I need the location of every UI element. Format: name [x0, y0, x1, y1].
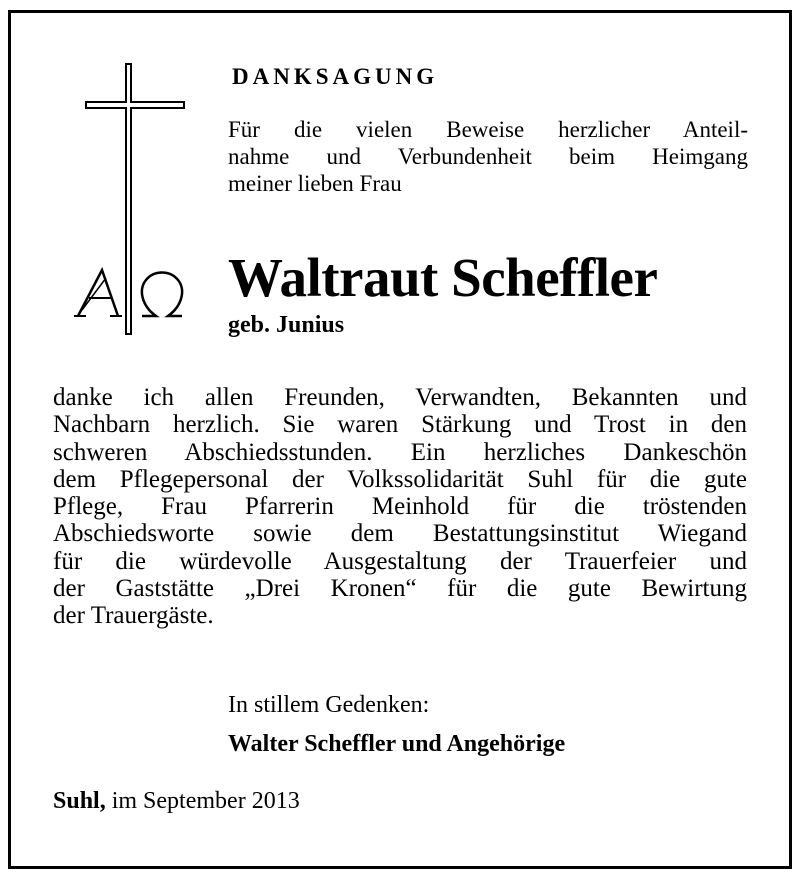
deceased-name: Waltraut Scheffler: [228, 247, 658, 308]
place-date: [53, 788, 300, 815]
intro-line: meiner lieben Frau: [228, 171, 402, 196]
intro-line: nahme und Verbundenheit beim Heimgang: [228, 144, 748, 169]
body-line: dem Pflegepersonal der Volkssolidarität Suhl für die gute: [53, 465, 747, 493]
body-line: danke ich allen Freunden, Verwandten, Bekannten und: [53, 384, 747, 411]
notice-title: DANKSAGUNG: [232, 64, 439, 89]
maiden-name: geb. Junius: [228, 312, 345, 338]
cross-alpha-omega-icon: [72, 62, 202, 342]
body-line: Pflege, Frau Pfarrerin Meinhold für die tröstenden: [53, 493, 747, 521]
signers: Walter Scheffler und Angehörige: [228, 731, 566, 757]
body-line: Nachbarn herzlich. Sie waren Stärkung und Trost in den: [53, 411, 747, 439]
body-line: schweren Abschiedsstunden. Ein herzliches Dankeschön: [53, 438, 747, 466]
place: Suhl,: [53, 788, 106, 814]
intro-line: Für die vielen Beweise herzlicher Anteil-: [228, 117, 748, 142]
date: im September 2013: [111, 788, 300, 814]
memory-line: In stillem Gedenken:: [228, 692, 430, 718]
body-text: [53, 384, 747, 630]
body-line: Abschiedsworte sowie dem Bestattungsinstitut Wiegand: [53, 520, 747, 548]
body-line: der Trauergäste.: [53, 602, 214, 630]
body-line: für die würdevolle Ausgestaltung der Trauerfeier und: [53, 547, 747, 575]
body-line: der Gaststätte „Drei Kronen“ für die gute Bewirtung: [53, 575, 747, 603]
intro-text: [228, 116, 748, 197]
